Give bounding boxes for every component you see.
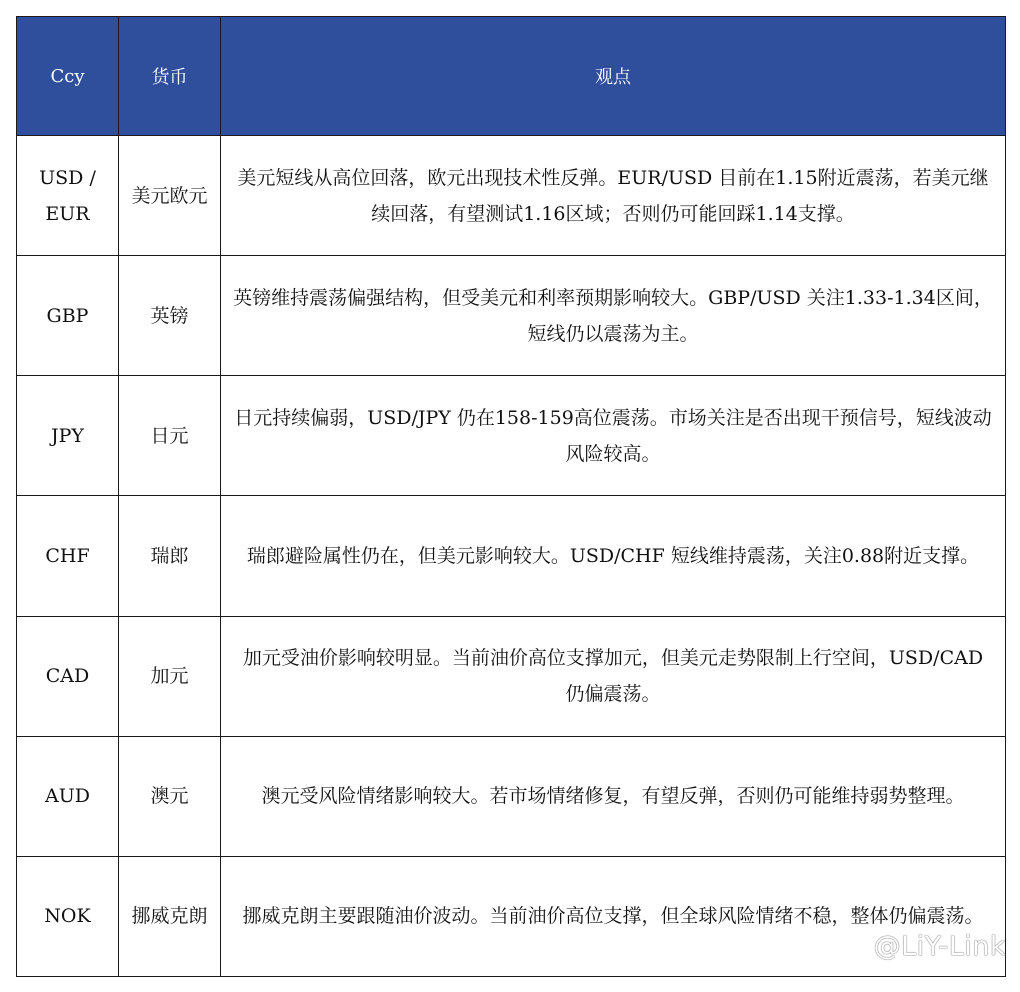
header-ccy: Ccy bbox=[17, 17, 119, 136]
table-header bbox=[17, 17, 1006, 136]
watermark: @LiY-Link bbox=[873, 931, 1006, 962]
currency-name: 加元 bbox=[119, 616, 221, 736]
ccy-code: CAD bbox=[17, 616, 119, 736]
currency-name: 日元 bbox=[119, 376, 221, 496]
currency-name: 澳元 bbox=[119, 736, 221, 856]
currency-name: 瑞郎 bbox=[119, 496, 221, 616]
ccy-code: GBP bbox=[17, 256, 119, 376]
currency-view: 日元持续偏弱，USD/JPY 仍在158-159高位震荡。市场关注是否出现干预信号，短线波动风险较高。 bbox=[221, 376, 1006, 496]
table-row bbox=[17, 856, 1006, 976]
ccy-code: JPY bbox=[17, 376, 119, 496]
currency-view-table bbox=[16, 16, 1006, 977]
ccy-code: NOK bbox=[17, 856, 119, 976]
table-body bbox=[17, 136, 1006, 977]
currency-view: 美元短线从高位回落，欧元出现技术性反弹。EUR/USD 目前在1.15附近震荡，若美元继续回落，有望测试1.16区域；否则仍可能回踩1.14支撑。 bbox=[221, 136, 1006, 256]
table-row bbox=[17, 616, 1006, 736]
header-row bbox=[17, 17, 1006, 136]
currency-name: 挪威克朗 bbox=[119, 856, 221, 976]
ccy-code: USD / EUR bbox=[17, 136, 119, 256]
table-row bbox=[17, 256, 1006, 376]
table-row bbox=[17, 376, 1006, 496]
currency-name: 英镑 bbox=[119, 256, 221, 376]
header-view: 观点 bbox=[221, 17, 1006, 136]
table-row bbox=[17, 736, 1006, 856]
currency-view: 澳元受风险情绪影响较大。若市场情绪修复，有望反弹，否则仍可能维持弱势整理。 bbox=[221, 736, 1006, 856]
ccy-code: CHF bbox=[17, 496, 119, 616]
table-row bbox=[17, 136, 1006, 256]
currency-view: 挪威克朗主要跟随油价波动。当前油价高位支撑，但全球风险情绪不稳，整体仍偏震荡。 bbox=[221, 856, 1006, 976]
table-row bbox=[17, 496, 1006, 616]
currency-view: 英镑维持震荡偏强结构，但受美元和利率预期影响较大。GBP/USD 关注1.33-1.34区间，短线仍以震荡为主。 bbox=[221, 256, 1006, 376]
ccy-code: AUD bbox=[17, 736, 119, 856]
currency-view: 瑞郎避险属性仍在，但美元影响较大。USD/CHF 短线维持震荡，关注0.88附近支撑。 bbox=[221, 496, 1006, 616]
currency-name: 美元欧元 bbox=[119, 136, 221, 256]
header-currency: 货币 bbox=[119, 17, 221, 136]
currency-view: 加元受油价影响较明显。当前油价高位支撑加元，但美元走势限制上行空间，USD/CAD 仍偏震荡。 bbox=[221, 616, 1006, 736]
